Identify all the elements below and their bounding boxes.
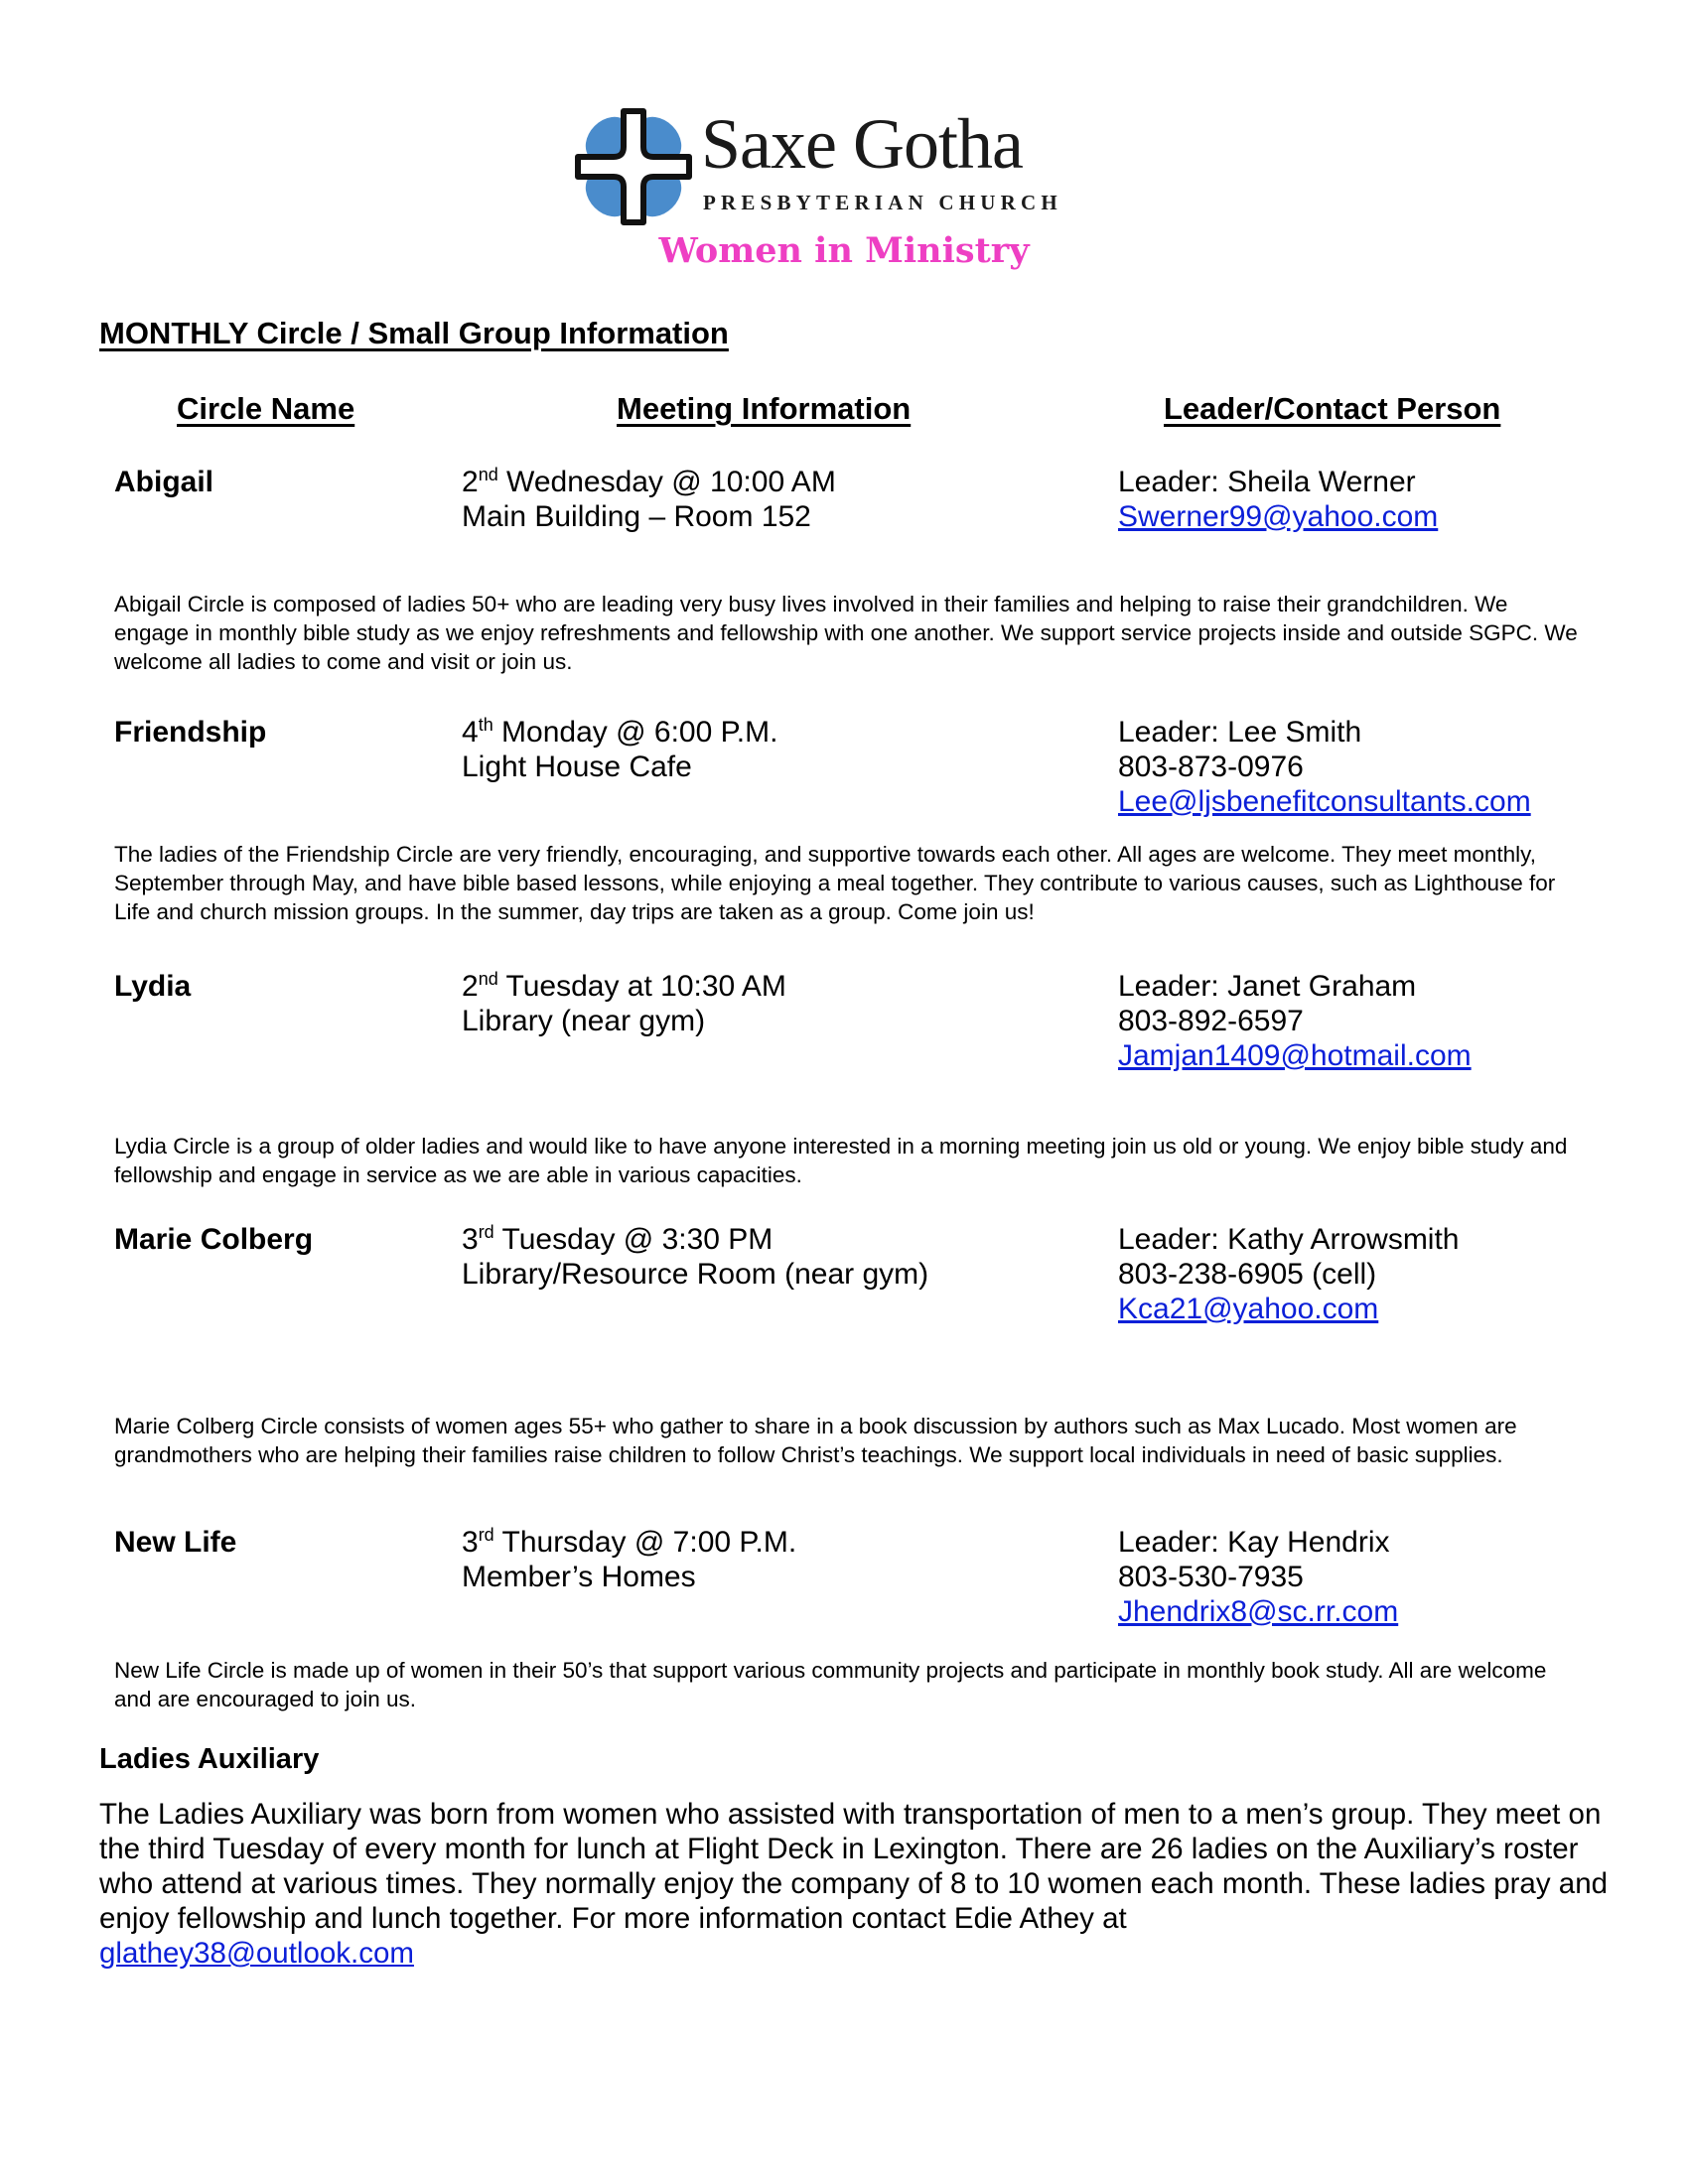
meeting-location: Library (near gym): [462, 1005, 706, 1037]
meeting-day: [462, 465, 836, 499]
meeting-info: [462, 1525, 796, 1594]
leader-email-link[interactable]: Jhendrix8@sc.rr.com: [1118, 1595, 1399, 1628]
day-ordinal: 3: [462, 1526, 479, 1559]
day-ordinal: 3: [462, 1223, 479, 1256]
meeting-location: Main Building – Room 152: [462, 500, 811, 533]
leader-name: Leader: Janet Graham: [1118, 970, 1417, 1003]
day-time: Monday @ 6:00 P.M.: [492, 716, 778, 749]
leader-phone: 803-238-6905 (cell): [1118, 1258, 1377, 1291]
meeting-info: [462, 969, 786, 1038]
church-subtitle: PRESBYTERIAN CHURCH: [703, 191, 1062, 214]
day-ordinal: 2: [462, 970, 479, 1003]
meeting-day: [462, 1222, 928, 1257]
meeting-location: Member’s Homes: [462, 1561, 696, 1593]
circle-name: Marie Colberg: [114, 1223, 314, 1256]
day-suffix: th: [478, 715, 493, 735]
meeting-info: [462, 1222, 928, 1292]
leader-contact: [1118, 1222, 1460, 1326]
leader-phone: 803-530-7935: [1118, 1561, 1304, 1593]
day-suffix: rd: [478, 1222, 494, 1242]
leader-email-link[interactable]: Kca21@yahoo.com: [1118, 1293, 1379, 1325]
day-time: Tuesday at 10:30 AM: [497, 970, 786, 1003]
circle-name: Abigail: [114, 466, 214, 498]
day-time: Thursday @ 7:00 P.M.: [493, 1526, 797, 1559]
auxiliary-heading: Ladies Auxiliary: [99, 1743, 320, 1775]
circle-name: Lydia: [114, 970, 192, 1003]
church-logo: [574, 104, 1130, 236]
leader-phone: 803-873-0976: [1118, 751, 1304, 783]
auxiliary-description: [99, 1797, 1609, 1971]
meeting-day: [462, 715, 777, 750]
leader-email-link[interactable]: Jamjan1409@hotmail.com: [1118, 1039, 1472, 1072]
auxiliary-body-text: The Ladies Auxiliary was born from women who assisted with transportation of men to a men’s group. They meet on the third Tuesday of every month for lunch at Flight Deck in Lexington. There are 26 ladies on the Auxiliary’s roster who attend at various times. They normally enjoy the company of 8 to 10 women each month. These ladies pray and enjoy fellowship and lunch together. For more information contact Edie Athey at: [99, 1798, 1609, 1935]
cross-icon: [574, 107, 693, 226]
circle-description: New Life Circle is made up of women in their 50’s that support various community projects and participate in monthly book study. All are welcome and are encouraged to join us.: [114, 1658, 1547, 1711]
day-time: Tuesday @ 3:30 PM: [493, 1223, 774, 1256]
leader-contact: [1118, 715, 1531, 819]
ministry-title: Women in Ministry: [658, 230, 1030, 271]
circle-name: New Life: [114, 1526, 237, 1559]
circle-description: The ladies of the Friendship Circle are very friendly, encouraging, and supportive towards each other. All ages are welcome. They meet monthly, September through May, and have bible based lessons, while enjoying a meal together. They contribute to various causes, such as Lighthouse for Life and church mission groups. In the summer, day trips are taken as a group. Come join us!: [114, 842, 1556, 924]
column-header-meeting-info: Meeting Information: [617, 391, 912, 426]
leader-contact: [1118, 969, 1472, 1073]
day-time: Wednesday @ 10:00 AM: [497, 466, 836, 498]
leader-email-link[interactable]: Lee@ljsbenefitconsultants.com: [1118, 785, 1531, 818]
circle-name: Friendship: [114, 716, 267, 749]
day-suffix: rd: [478, 1525, 494, 1545]
leader-name: Leader: Lee Smith: [1118, 716, 1362, 749]
leader-name: Leader: Kathy Arrowsmith: [1118, 1223, 1460, 1256]
meeting-info: [462, 715, 777, 784]
day-suffix: nd: [478, 969, 498, 989]
auxiliary-email-link[interactable]: glathey38@outlook.com: [99, 1937, 414, 1970]
day-ordinal: 4: [462, 716, 479, 749]
meeting-location: Light House Cafe: [462, 751, 692, 783]
leader-name: Leader: Sheila Werner: [1118, 466, 1416, 498]
circle-description: Marie Colberg Circle consists of women ages 55+ who gather to share in a book discussion by authors such as Max Lucado. Most women are grandmothers who are helping their families raise children to follow Christ’s teachings. We support local individuals in need of basic supplies.: [114, 1414, 1517, 1467]
page-title: MONTHLY Circle / Small Group Information: [99, 316, 729, 350]
leader-name: Leader: Kay Hendrix: [1118, 1526, 1390, 1559]
day-suffix: nd: [478, 465, 498, 484]
circle-description: Lydia Circle is a group of older ladies and would like to have anyone interested in a morning meeting join us old or young. We enjoy bible study and fellowship and engage in service as we are able in various capacities.: [114, 1134, 1568, 1187]
leader-contact: [1118, 465, 1438, 534]
leader-email-link[interactable]: Swerner99@yahoo.com: [1118, 500, 1439, 533]
meeting-day: [462, 1525, 796, 1560]
meeting-location: Library/Resource Room (near gym): [462, 1258, 929, 1291]
column-header-leader-contact: Leader/Contact Person: [1164, 391, 1501, 426]
leader-contact: [1118, 1525, 1398, 1629]
day-ordinal: 2: [462, 466, 479, 498]
leader-phone: 803-892-6597: [1118, 1005, 1304, 1037]
column-header-circle-name: Circle Name: [177, 391, 355, 426]
circle-description: Abigail Circle is composed of ladies 50+ who are leading very busy lives involved in their families and helping to raise their grandchildren. We engage in monthly bible study as we enjoy refreshments and fellowship with one another. We support service projects inside and outside SGPC. We welcome all ladies to come and visit or join us.: [114, 592, 1578, 674]
meeting-info: [462, 465, 836, 534]
meeting-day: [462, 969, 786, 1004]
church-name: Saxe Gotha: [701, 104, 1023, 184]
